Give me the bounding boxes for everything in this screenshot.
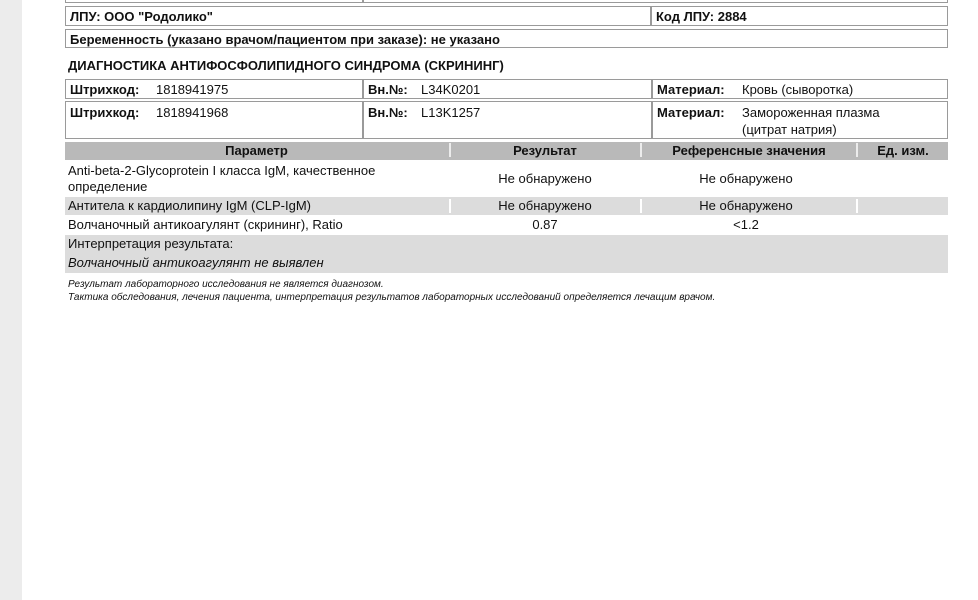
top-cut-row xyxy=(65,0,363,3)
footer-disclaimer-2: Тактика обследования, лечения пациента, интерпретация результатов лабораторных исследований определяется лечащим врачом. xyxy=(68,292,716,303)
material-label: Материал: xyxy=(657,82,725,97)
results-table-header xyxy=(65,142,948,160)
row-result: Не обнаружено xyxy=(498,171,592,186)
row-reference: Не обнаружено xyxy=(699,171,793,186)
top-cut-row-right xyxy=(363,0,948,3)
vn-cell-2 xyxy=(363,101,652,139)
param-line-1: Anti-beta-2-Glycoprotein I класса IgM, качественное xyxy=(68,163,376,178)
header-reference: Референсные значения xyxy=(672,143,826,158)
pregnancy-info: Беременность (указано врачом/пациентом при заказе): не указано xyxy=(65,29,948,48)
row-reference: Не обнаружено xyxy=(699,198,793,213)
barcode-cell-2 xyxy=(65,101,363,139)
interpretation-block xyxy=(65,235,948,273)
row-parameter xyxy=(68,163,448,195)
material-line-2: (цитрат натрия) xyxy=(742,122,837,137)
row-parameter: Антитела к кардиолипину IgM (CLP-IgM) xyxy=(68,198,311,213)
footer-disclaimer-1: Результат лабораторного исследования не является диагнозом. xyxy=(68,279,384,290)
material-value: Кровь (сыворотка) xyxy=(742,82,854,97)
vn-cell-1 xyxy=(363,79,652,99)
interpretation-text: Волчаночный антикоагулянт не выявлен xyxy=(68,255,324,270)
lpu-code: Код ЛПУ: 2884 xyxy=(651,6,948,26)
barcode-value: 1818941975 xyxy=(156,82,229,97)
header-result: Результат xyxy=(513,143,577,158)
row-reference: <1.2 xyxy=(733,217,759,232)
barcode-value: 1818941968 xyxy=(156,105,229,120)
table-row xyxy=(65,216,948,234)
table-row xyxy=(65,162,948,196)
row-result: 0.87 xyxy=(532,217,558,232)
material-line-1: Замороженная плазма xyxy=(742,105,880,120)
material-value xyxy=(742,104,880,138)
barcode-label: Штрихкод: xyxy=(70,105,140,120)
material-cell-2 xyxy=(652,101,948,139)
vn-label: Вн.№: xyxy=(368,82,408,97)
barcode-label: Штрихкод: xyxy=(70,82,140,97)
header-unit: Ед. изм. xyxy=(877,143,929,158)
vn-value: L34K0201 xyxy=(421,82,481,97)
lpu-name: ЛПУ: ООО "Родолико" xyxy=(65,6,651,26)
barcode-cell-1 xyxy=(65,79,363,99)
column-separator xyxy=(856,199,858,213)
material-cell-1 xyxy=(652,79,948,99)
row-parameter: Волчаночный антикоагулянт (скрининг), Ratio xyxy=(68,217,343,232)
material-label: Материал: xyxy=(657,105,725,120)
vn-value: L13K1257 xyxy=(421,105,481,120)
vn-label: Вн.№: xyxy=(368,105,408,120)
param-line-2: определение xyxy=(68,179,148,194)
interpretation-label: Интерпретация результата: xyxy=(68,236,234,251)
table-row xyxy=(65,197,948,215)
section-title: ДИАГНОСТИКА АНТИФОСФОЛИПИДНОГО СИНДРОМА (СКРИНИНГ) xyxy=(68,58,504,73)
header-parameter: Параметр xyxy=(225,143,288,158)
row-result: Не обнаружено xyxy=(498,198,592,213)
